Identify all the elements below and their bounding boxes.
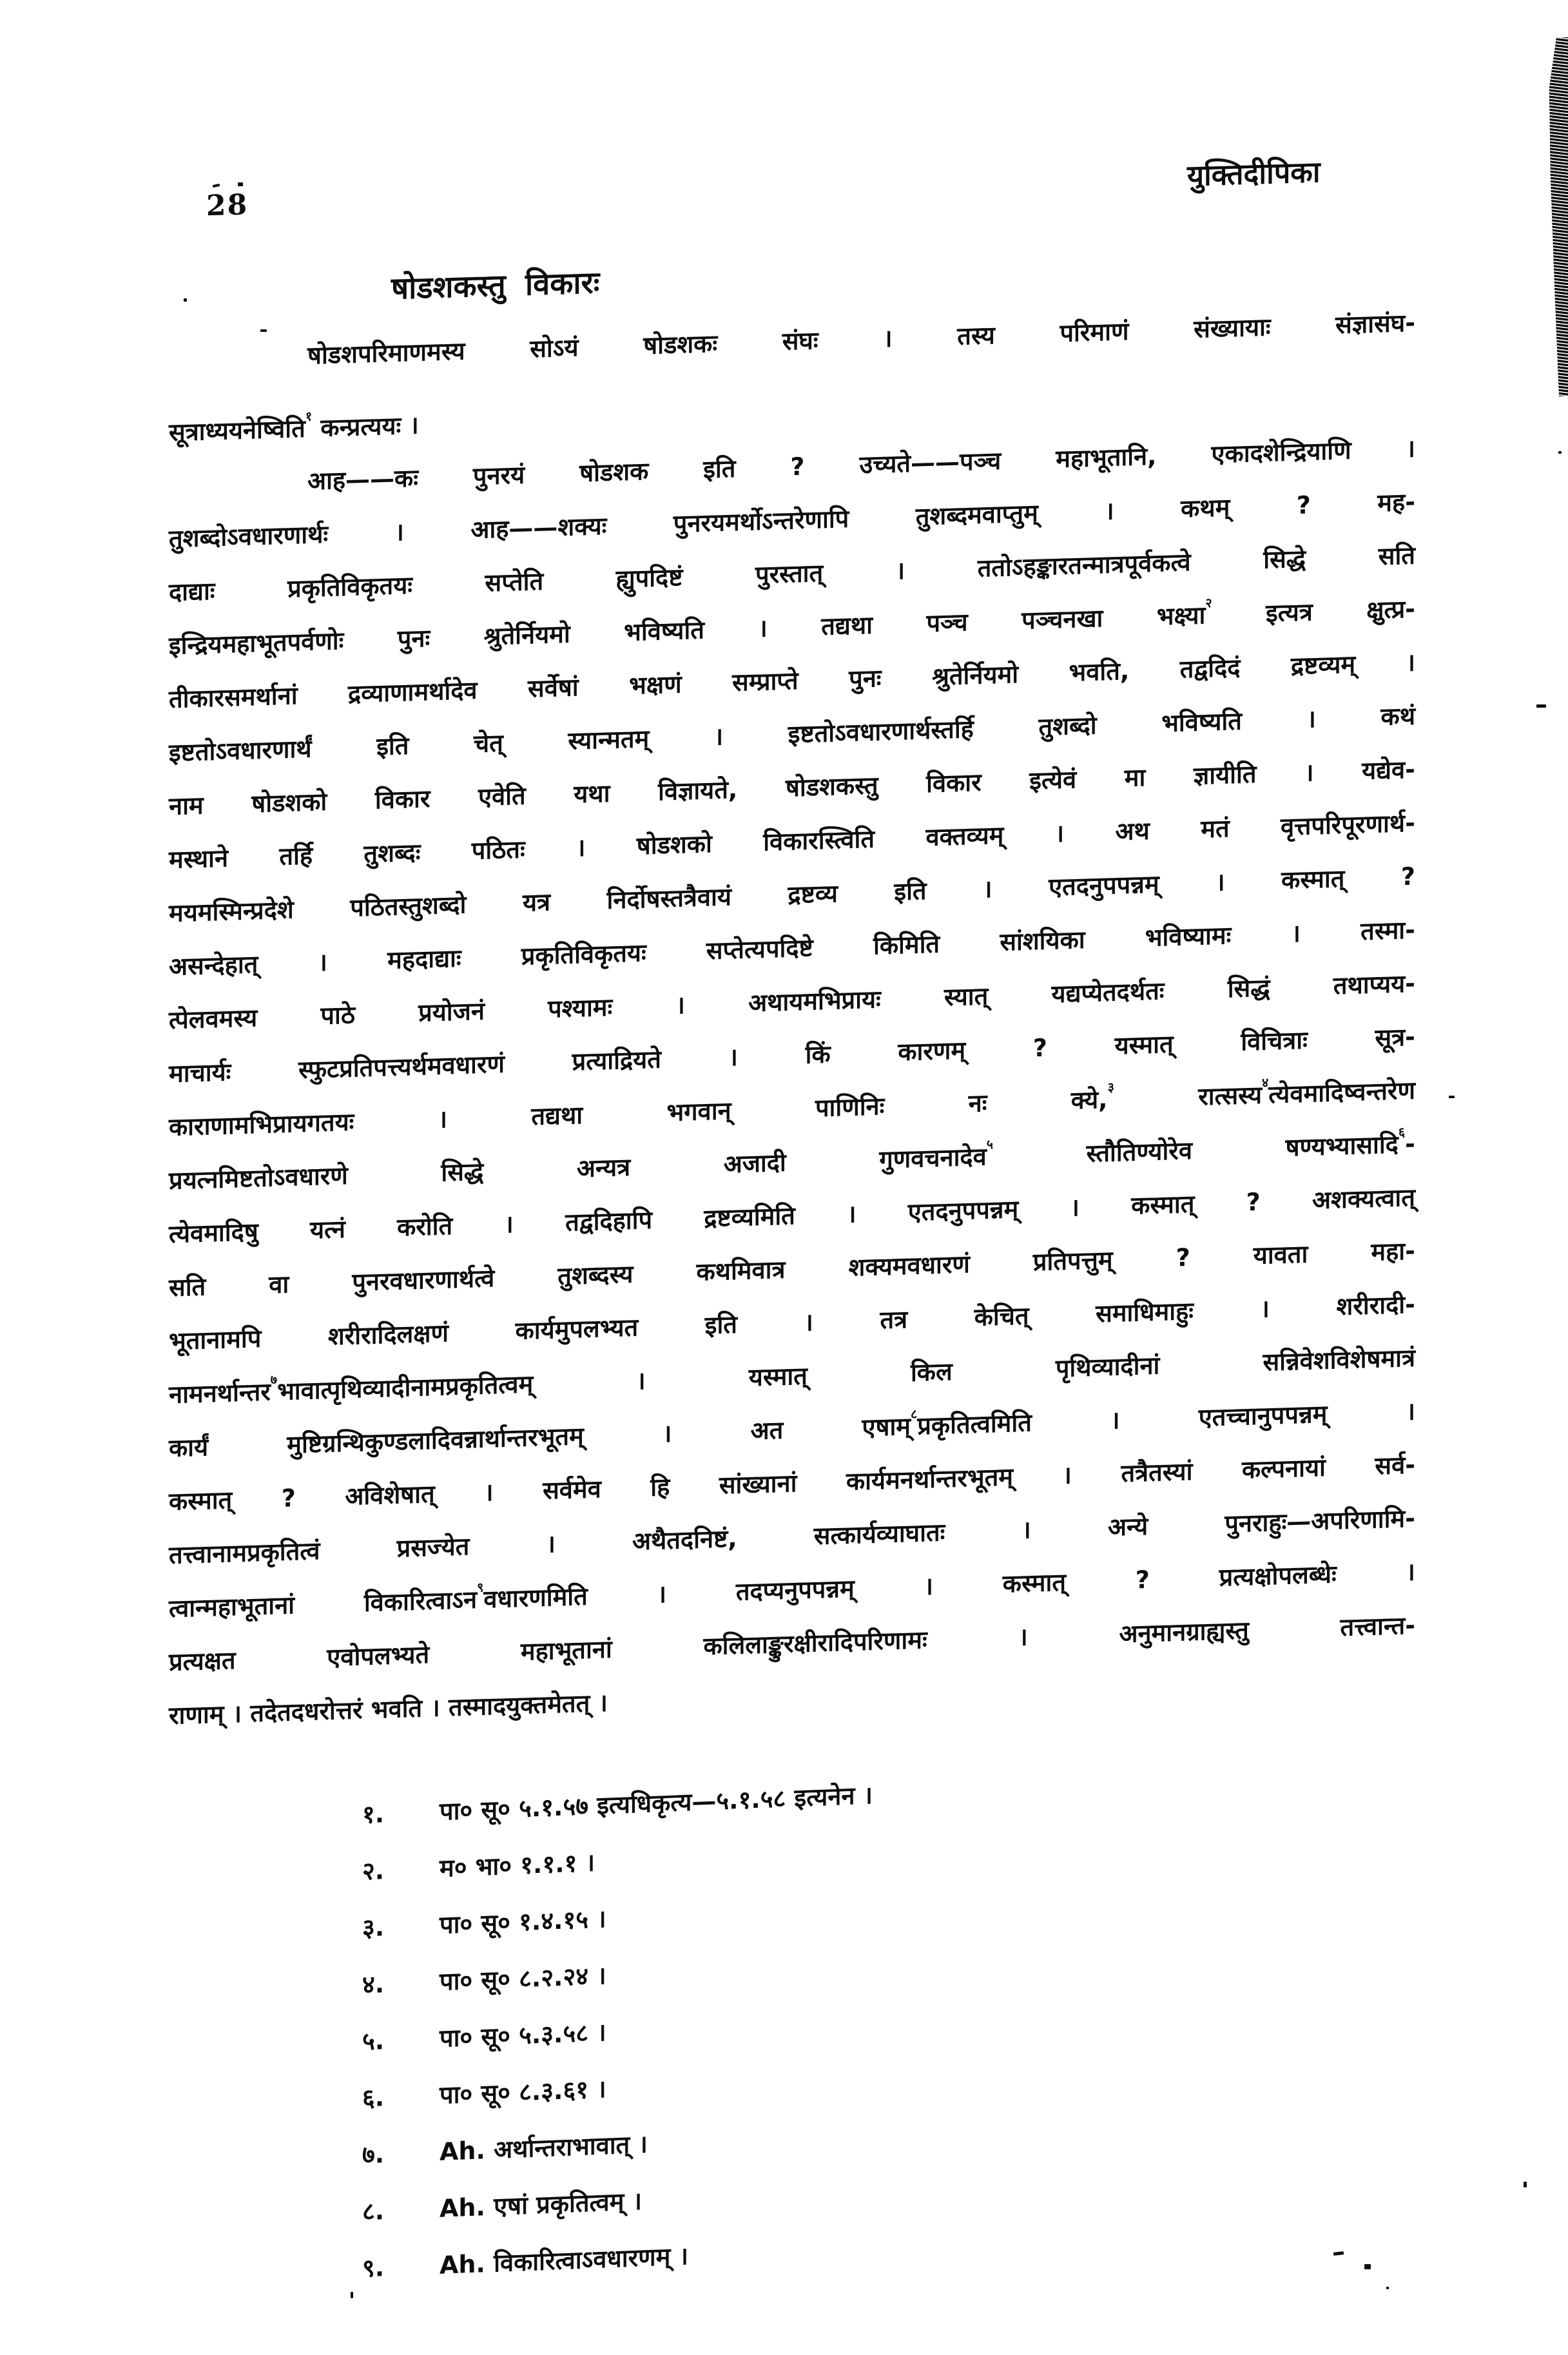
text-line: राणाम् । तदेतदधरोत्तरं भवति । तस्मादयुक्तमेतत् ।: [169, 1688, 608, 1730]
word: कथम्: [1181, 493, 1230, 523]
footnote-number: ८.: [362, 2196, 385, 2226]
word: सप्तेत्यपदिष्टे: [706, 933, 813, 965]
word: भविष्यति: [1161, 706, 1242, 738]
ink-speck: [1386, 2287, 1389, 2289]
word: इति: [376, 731, 409, 761]
footnote-number: २.: [362, 1856, 385, 1886]
word: यद्येव-: [1362, 755, 1415, 786]
ink-speck: [1364, 2264, 1371, 2269]
word: परिमाणं: [1060, 316, 1129, 347]
word: कार्यमुपलभ्यत: [515, 1313, 639, 1346]
word: ।: [1406, 1557, 1415, 1587]
word: ?: [1246, 1187, 1261, 1217]
word: संज्ञासंघ-: [1335, 308, 1415, 340]
word: पठितस्तुशब्दो: [350, 890, 467, 922]
word: ।: [804, 1308, 813, 1337]
word: क्षुत्प्र-: [1366, 594, 1415, 625]
word: ?: [1296, 490, 1311, 520]
word: भवति,: [1069, 656, 1130, 687]
word: वृत्तपरिपूरणार्थ-: [1280, 808, 1415, 841]
word: किल: [910, 1357, 953, 1387]
footnote: [169, 1870, 1415, 1943]
word: ।: [1406, 1397, 1415, 1426]
footnote-number: ४.: [362, 1970, 385, 1999]
word: यत्र: [522, 887, 550, 917]
word: सिद्धं: [1227, 973, 1270, 1003]
word: काराणामभिप्रायगतयः: [169, 1107, 354, 1141]
word: प्रत्यक्षत: [169, 1645, 236, 1676]
word: विकार: [926, 768, 982, 799]
word: स्फुटप्रतिपत्त्यर्थमवधारणं: [298, 1049, 505, 1085]
word: तद्यथा: [821, 610, 873, 641]
word: नामनर्थान्तर$^७$भावात्पृथिव्यादीनामप्रकृतित्वम्: [169, 1370, 534, 1409]
word: षोडशक: [579, 456, 649, 488]
word: उच्यते——पञ्च: [859, 446, 1002, 480]
word: तद्वदिहापि: [565, 1205, 653, 1237]
ink-speck: [1524, 2182, 1527, 2187]
word: तर्हि: [279, 841, 313, 871]
word: ।: [504, 1210, 514, 1239]
word: तुशब्दोऽवधारणार्थः: [169, 519, 329, 553]
ink-speck: [1536, 704, 1546, 708]
word: अविशेषात्: [345, 1479, 435, 1511]
word: त्वान्महाभूतानां: [169, 1591, 295, 1623]
word: विकारित्वाऽन$^९$वधारणमिति: [363, 1580, 588, 1618]
word: किं: [805, 1040, 831, 1069]
word: सूत्र-: [1375, 1022, 1415, 1052]
word: तदप्यनुपपन्नम्: [735, 1574, 855, 1606]
word: ।: [318, 947, 327, 977]
word: पृथिव्यादीनां: [1055, 1351, 1160, 1383]
page-number: 28: [206, 188, 249, 223]
word: तथाप्यय-: [1333, 969, 1415, 1000]
word: तत्त्वानामप्रकृतित्वं: [169, 1536, 320, 1569]
word: तुशब्दमवाप्तुम्: [915, 498, 1038, 531]
ink-speck: [238, 182, 243, 186]
word: ज्ञायीति: [1193, 759, 1257, 790]
footnote-text: म० भा० १.१.१ ।: [440, 1848, 595, 1883]
footnote-text: पा० सू० ५.३.५८ ।: [440, 2017, 606, 2053]
ink-speck: [184, 298, 187, 302]
word: यत्नं: [310, 1214, 345, 1245]
word: ।: [895, 556, 905, 585]
word: ।: [1215, 867, 1225, 896]
footnote-text: पा० सू० ८.३.६१ ।: [440, 2074, 606, 2109]
word: षोडशपरिमाणमस्य: [307, 336, 465, 370]
footnote-ref: ९: [477, 1580, 484, 1596]
word: कारणम्: [898, 1036, 966, 1067]
word: यद्यप्येतदर्थतः: [1051, 976, 1165, 1009]
word: भक्षणं: [629, 670, 682, 700]
word: षोडशको: [636, 829, 712, 860]
word: तद्यथा: [531, 1100, 583, 1131]
word: अथायमभिप्रायः: [748, 985, 881, 1018]
word: सति: [169, 1272, 206, 1302]
word: गुणवचनादेव$^५$: [879, 1137, 994, 1174]
footnote-ref: ८: [911, 1407, 918, 1422]
word: तत्त्वान्त-: [1340, 1611, 1415, 1642]
word: एतच्चानुपपन्नम्: [1198, 1399, 1328, 1432]
word: तस्य: [957, 320, 995, 351]
word: कथं: [1380, 701, 1415, 732]
word: कथमिवात्र: [696, 1255, 786, 1286]
word: एतदनुपपन्नम्: [907, 1194, 1019, 1226]
footnote-text: पा० सू० १.४.१५ ।: [440, 1904, 606, 1939]
word: सति: [1378, 541, 1415, 571]
word: क्ये,$^३$: [1070, 1080, 1114, 1115]
word: एकादशेन्द्रियाणि: [1211, 436, 1351, 469]
word: पुनः: [849, 664, 882, 693]
word: द्रष्टव्यमिति: [704, 1201, 795, 1233]
word: ।: [484, 1478, 494, 1507]
footnote: [169, 1984, 1415, 2056]
word: अथ: [1115, 816, 1150, 846]
word: स्यान्मतम्: [568, 724, 650, 755]
word: ?: [790, 452, 805, 481]
footnote: [169, 2040, 1415, 2113]
word: शक्यमवधारणं: [848, 1250, 970, 1282]
word: त्येवमादिषु: [169, 1217, 258, 1248]
word: शरीरादी-: [1336, 1290, 1415, 1321]
word: द्रव्याणामर्थादेव: [348, 675, 478, 708]
word: पुरस्तात्: [755, 558, 824, 589]
paragraph-body: [169, 423, 1415, 1744]
footnote-number: ६.: [362, 2083, 385, 2113]
word: यथा: [574, 779, 610, 809]
word: विज्ञायते,: [658, 775, 738, 806]
word: षण्यभ्यासादि$^६$-: [1285, 1125, 1415, 1162]
word: ?: [1135, 1565, 1150, 1594]
footnote-number: १.: [362, 1799, 385, 1829]
word: पुनरयमर्थोऽन्तरेणापि: [673, 504, 849, 538]
word: ।: [1304, 758, 1314, 787]
word: ।: [713, 722, 724, 751]
word: ।: [1062, 1460, 1072, 1489]
footnote-number: ५.: [362, 2026, 385, 2056]
word: द्रष्टव्यम्: [1290, 650, 1356, 681]
word: सन्निवेशविशेषमात्रं: [1263, 1343, 1415, 1377]
word: सर्व-: [1375, 1450, 1415, 1480]
word: पुनः: [397, 623, 431, 654]
footnote-text: Ah. अर्थान्तराभावात् ।: [440, 2129, 648, 2166]
footnote-text: Ah. एषां प्रकृतित्वम् ।: [440, 2186, 643, 2223]
ink-speck: [260, 329, 267, 332]
word: यावता: [1253, 1239, 1308, 1270]
word: तीकारसमर्थानां: [169, 681, 298, 713]
word: भविष्यामः: [1145, 921, 1232, 953]
word: एतदनुपपन्नम्: [1049, 869, 1159, 902]
word: श्रुतेर्नियमो: [483, 619, 570, 651]
word: ।: [1105, 496, 1114, 525]
word: ।: [1070, 1193, 1079, 1222]
word: प्रयत्नमिष्टतोऽवधारणे: [169, 1161, 348, 1195]
word: ।: [576, 833, 586, 862]
footnote-text: पा० सू० ५.१.५७ इत्यधिकृत्य—५.१.५८ इत्यनेन ।: [440, 1781, 873, 1826]
word: स्तौतिण्योरेव: [1086, 1136, 1192, 1168]
word: सांशयिका: [1000, 925, 1085, 956]
word: मयमस्मिन्प्रदेशे: [169, 895, 294, 927]
footnote: [169, 1927, 1415, 1999]
word: तुशब्दस्य: [557, 1259, 634, 1291]
word: विचित्राः: [1241, 1025, 1308, 1056]
word: ।: [883, 324, 893, 353]
word: सम्प्राप्ते: [732, 666, 799, 697]
word: पाठे: [320, 1000, 355, 1031]
footnote-ref: ७: [270, 1372, 278, 1388]
footnote: [169, 2154, 1415, 2226]
word: षोडशको: [251, 787, 327, 819]
word: इन्द्रियमहाभूतपर्वणोः: [169, 626, 344, 660]
word: ।: [662, 1419, 672, 1448]
word: विकार: [374, 784, 431, 815]
word: केचित्: [974, 1301, 1029, 1332]
word: आह——कः: [307, 463, 418, 496]
word: महा-: [1371, 1236, 1415, 1266]
word: अशक्यत्वात्: [1312, 1183, 1415, 1215]
word: सिद्धे: [441, 1157, 484, 1187]
ink-speck: [1558, 451, 1562, 454]
word: ।: [847, 1199, 857, 1228]
word: तत्रैतस्यां: [1121, 1457, 1193, 1488]
footnote: [169, 2097, 1415, 2169]
word: ।: [983, 875, 992, 904]
word: तत्र: [880, 1304, 908, 1335]
word: वक्तव्यम्: [925, 820, 1004, 852]
word: ।: [1406, 648, 1415, 677]
word: त्पेलवमस्य: [169, 1003, 258, 1034]
footnote-ref: ३: [1107, 1080, 1114, 1096]
footnote: [169, 1757, 1415, 1829]
word: पुनरयं: [472, 460, 525, 490]
scan-edge-artifact: [1549, 37, 1568, 396]
ink-speck: [1449, 1096, 1455, 1098]
word: अन्यत्र: [576, 1152, 631, 1183]
word: ।: [728, 1042, 738, 1072]
word: इष्टतोऽवधारणार्थं: [169, 734, 312, 767]
word: किमिति: [873, 929, 940, 960]
word: प्रत्याद्रियते: [572, 1045, 661, 1076]
word: पञ्चनखा: [1021, 603, 1103, 635]
word: इति: [703, 454, 736, 484]
word: ?: [1176, 1243, 1190, 1272]
word: नाम: [169, 791, 204, 820]
word: चेत्: [473, 728, 503, 758]
word: कल्पनायां: [1241, 1453, 1326, 1484]
word: वा: [269, 1270, 289, 1299]
word: भगवान्: [666, 1096, 731, 1127]
word: माचार्यः: [169, 1058, 231, 1088]
word: ।: [758, 614, 768, 643]
word: महाभूतानि,: [1056, 441, 1157, 474]
word: भूतानामपि: [169, 1324, 262, 1355]
word: ।: [546, 1529, 556, 1558]
word: ।: [675, 991, 685, 1020]
word: सोऽयं: [530, 333, 579, 363]
word: ततोऽहङ्कारतन्मात्रपूर्वकत्वे: [977, 547, 1191, 583]
word: मतं: [1201, 814, 1230, 844]
word: दाद्याः: [169, 576, 215, 606]
word: रात्सस्य$^४$त्येवमादिष्वन्तरेण: [1198, 1075, 1415, 1111]
word: इति: [704, 1310, 737, 1340]
word: ।: [636, 1366, 646, 1395]
word: ।: [657, 1580, 667, 1609]
word: इष्टतोऽवधारणार्थस्तर्हि: [788, 714, 974, 749]
word: ।: [1054, 819, 1065, 848]
word: ।: [438, 1105, 448, 1134]
word: आह——शक्यः: [470, 511, 607, 545]
footnote-number: ९.: [362, 2253, 385, 2283]
footnote-number: ७.: [362, 2140, 385, 2169]
word: एषाम्$^८$प्रकृतित्वमिति: [862, 1407, 1032, 1442]
word: ।: [1291, 918, 1301, 948]
word: कस्मात्: [1281, 864, 1345, 895]
word: ।: [924, 1571, 933, 1601]
word: प्रतिपत्तुम्: [1032, 1245, 1113, 1277]
word: पञ्च: [926, 608, 968, 638]
running-header: युक्तिदीपिका: [1187, 154, 1321, 193]
word: ।: [1110, 1406, 1120, 1435]
word: पुनरवधारणार्थत्वे: [352, 1264, 495, 1297]
word: कस्मात्: [169, 1486, 233, 1516]
word: प्रसज्येत: [396, 1532, 470, 1563]
word: अत: [750, 1415, 784, 1446]
word: मस्थाने: [169, 844, 228, 874]
word: सांख्यानां: [719, 1469, 797, 1500]
text-line: सूत्राध्ययनेष्विति$^१$ कन्प्रत्ययः ।: [169, 409, 419, 447]
word: ।: [1306, 704, 1316, 733]
word: ।: [1018, 1622, 1028, 1651]
word: कार्यं: [169, 1433, 209, 1462]
word: इति: [894, 877, 927, 906]
word: तुशब्दः: [363, 838, 421, 869]
word: निर्दोषस्तत्रैवायं: [606, 882, 731, 915]
word: इत्येवं: [1029, 765, 1077, 795]
footnote-ref: २: [1205, 596, 1212, 611]
word: ।: [394, 518, 404, 547]
section-heading: षोडशकस्तु विकारः: [391, 265, 600, 307]
word: कलिलाङ्कुरक्षीरादिपरिणामः: [703, 1625, 927, 1661]
word: प्रकृतिविकृतयः: [521, 938, 646, 971]
word: एवेति: [478, 781, 526, 811]
footnote-ref: ६: [1398, 1125, 1406, 1140]
word: एवोपलभ्यते: [327, 1640, 430, 1672]
word: स्यात्: [944, 982, 989, 1012]
word: पश्यामः: [548, 993, 613, 1023]
word: ।: [1260, 1294, 1270, 1323]
word: हि: [650, 1472, 670, 1502]
word: ।: [1021, 1515, 1031, 1544]
word: अनुमानग्राह्यस्तु: [1119, 1616, 1249, 1649]
word: ?: [1400, 862, 1415, 891]
word: सर्वेषां: [528, 673, 579, 703]
word: अजादी: [723, 1148, 786, 1179]
word: ?: [281, 1484, 296, 1513]
word: षोडशकस्तु: [785, 771, 878, 802]
footnote-text: Ah. विकारित्वाऽवधारणम् ।: [440, 2242, 689, 2280]
word: भक्ष्या$^२$: [1156, 596, 1212, 631]
footnotes-block: [169, 1757, 1415, 2320]
word: असन्देहात्: [169, 949, 258, 981]
word: ।: [1406, 434, 1415, 463]
word: पठितः: [471, 835, 525, 866]
word: पाणिनिः: [815, 1092, 885, 1123]
ink-speck: [351, 2292, 353, 2298]
word: श्रुतेर्नियमो: [931, 659, 1019, 691]
word: मुष्टिग्रन्थिकुण्डलादिवन्नार्थान्तरभूतम्: [287, 1421, 584, 1459]
word: ?: [1032, 1033, 1047, 1063]
word: यस्मात्: [1114, 1029, 1174, 1060]
word: इत्यत्र: [1266, 597, 1313, 628]
footnote-ref: ५: [986, 1137, 994, 1152]
word: यस्मात्: [748, 1361, 808, 1392]
word: शरीरादिलक्षणं: [327, 1319, 449, 1351]
word: प्रयोजनं: [418, 996, 485, 1027]
word: कस्मात्: [1002, 1567, 1066, 1598]
word: विकारस्त्विति: [763, 824, 875, 857]
word: नः: [968, 1089, 987, 1118]
word: सिद्धे: [1263, 544, 1306, 574]
word: मह-: [1377, 487, 1415, 518]
word: महाभूतानां: [520, 1634, 612, 1666]
word: संख्यायाः: [1194, 313, 1271, 344]
word: द्रष्टव्य: [788, 879, 838, 909]
word: भविष्यति: [624, 615, 704, 647]
word: कस्मात्: [1131, 1189, 1195, 1220]
word: सत्कार्यव्याघातः: [813, 1518, 945, 1551]
word: कार्यमनर्थान्तरभूतम्: [846, 1462, 1013, 1496]
word: ह्युपदिष्टं: [615, 563, 683, 594]
word: महदाद्याः: [387, 944, 461, 974]
word: मा: [1124, 763, 1146, 792]
footnote: [169, 2211, 1415, 2283]
word: संघः: [782, 326, 818, 356]
word: तस्मा-: [1360, 915, 1415, 946]
word: षोडशकः: [643, 329, 718, 360]
word: तुशब्दो: [1038, 711, 1097, 741]
word: प्रकृतिविकृतयः: [287, 570, 412, 603]
word: प्रत्यक्षोपलब्धेः: [1219, 1560, 1337, 1592]
word: सर्वमेव: [543, 1475, 601, 1505]
footnote-number: ३.: [362, 1913, 385, 1943]
footnote-ref: १: [305, 409, 313, 425]
word: अथैतदनिष्टं,: [632, 1524, 737, 1556]
word: तद्वदिदं: [1179, 653, 1241, 684]
word: अन्ये: [1107, 1511, 1148, 1542]
word: पुनराहुः—अपरिणामि-: [1224, 1504, 1415, 1538]
footnote-text: पा० सू० ८.२.२४ ।: [440, 1961, 606, 1996]
word: करोति: [397, 1211, 453, 1242]
word: सप्तेति: [485, 567, 544, 597]
footnote-ref: ४: [1262, 1075, 1269, 1091]
page-content: [169, 0, 1415, 2355]
word: समाधिमाहुः: [1096, 1296, 1194, 1328]
footnote: [169, 1814, 1415, 1886]
